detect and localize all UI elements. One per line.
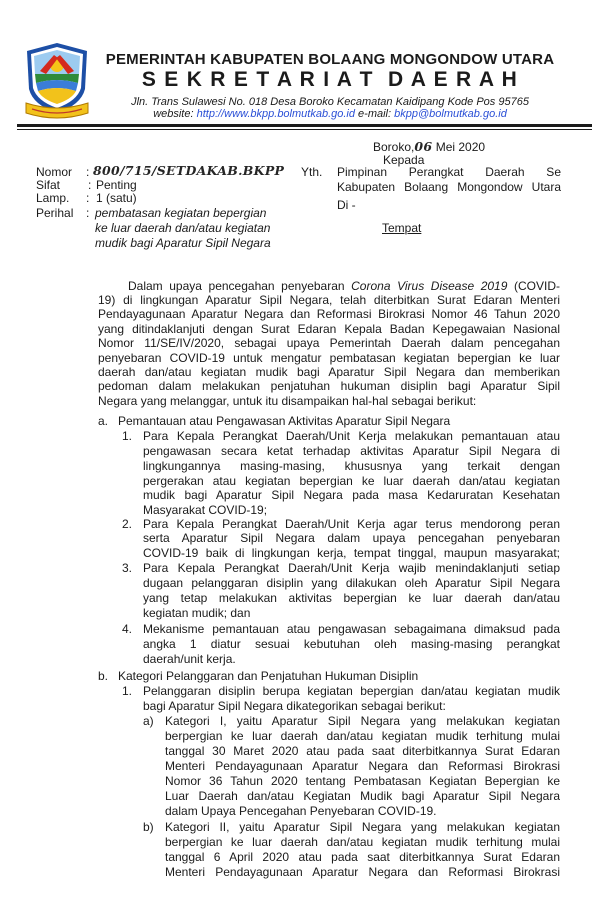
- item-line: angka 1 diatur sesuai kebutuhan oleh masing-masing perangkat: [143, 637, 560, 651]
- body-line: 19) di lingkungan Aparatur Sipil Negara, telah diterbitkan Surat Edaran Menteri: [98, 293, 560, 307]
- subitem-line: tanggal 6 April 2020 atau pada saat diterbitkannya Surat Edaran: [165, 850, 560, 864]
- di-label: Di -: [337, 198, 356, 212]
- recipient-line: Kabupaten Bolaang Mongondow Utara: [337, 180, 561, 194]
- nomor-sep: :: [86, 165, 90, 179]
- item-line: pergerakan atau kegiatan bepergian ke luar daerah dan/atau kegiatan: [143, 474, 560, 488]
- subitem-line: Luar Daerah dan/atau Kegiatan Mudik bagi Aparatur Sipil Negara: [165, 789, 560, 803]
- subitem-line: berpergian ke luar daerah dan/atau kegiatan mudik terhitung mulai: [165, 729, 560, 743]
- date-day-handwritten: 06: [414, 139, 433, 154]
- sifat-sep: :: [88, 178, 92, 192]
- subitem-line: berpergian ke luar daerah dan/atau kegiatan mudik terhitung mulai: [165, 835, 560, 849]
- intro-text: (COVID-: [507, 279, 560, 293]
- letterhead-rule-thick: [17, 124, 592, 127]
- kepada-label: Kepada: [383, 153, 425, 167]
- item-line: Pelanggaran disiplin berupa kegiatan bepergian dan/atau kegiatan mudik: [143, 684, 560, 698]
- sifat-label: Sifat: [36, 178, 61, 192]
- lampiran-label: Lamp.: [36, 191, 70, 205]
- perihal-line: ke luar daerah dan/atau kegiatan: [95, 221, 271, 235]
- body-line: Negara yang melanggar, untuk itu disampaikan hal-hal sebagai berikut:: [98, 394, 477, 408]
- email-label: e-mail:: [358, 108, 392, 120]
- subitem-marker: a): [143, 714, 154, 728]
- office-address: Jln. Trans Sulawesi No. 018 Desa Boroko Kecamatan Kaidipang Kode Pos 95765: [131, 96, 529, 108]
- perihal-sep: :: [86, 206, 90, 220]
- item-marker: 1.: [122, 429, 133, 443]
- item-line: dugaan pelanggaran disiplin yang dilakukan oleh Aparatur Sipil Negara: [143, 576, 560, 590]
- item-line: daerah/unit kerja.: [143, 652, 236, 666]
- item-line: Masyarakat COVID-19;: [143, 503, 268, 517]
- section-a-title: Pemantauan atau Pengawasan Aktivitas Aparatur Sipil Negara: [118, 414, 451, 428]
- subitem-line: Nomor 36 Tahun 2020 tentang Pembatasan Kegiatan Bepergian ke: [165, 774, 560, 788]
- nomor-value-handwritten: 800/715/SETDAKAB.BKPP: [93, 163, 285, 178]
- section-b-marker: b.: [98, 669, 109, 683]
- item-marker: 4.: [122, 622, 133, 636]
- letterhead-rule-thin: [17, 129, 592, 130]
- yth-label: Yth.: [301, 165, 323, 179]
- office-name: S E K R E T A R I A T D A E R A H: [141, 68, 519, 91]
- body-line: daerah dan/atau kegiatan mudik bagi Aparatur Sipil Negara dan memberikan: [98, 365, 560, 379]
- subitem-line: Kategori II, yaitu Aparatur Sipil Negara yang melakukan kegiatan: [165, 820, 560, 834]
- intro-text: Dalam upaya pencegahan penyebaran: [128, 279, 352, 293]
- item-line: pengawasan secara ketat terhadap aktivitas Aparatur Sipil Negara di: [143, 444, 560, 458]
- body-line: penyebaran COVID-19 untuk mengatur pembatasan kegiatan bepergian ke luar: [98, 351, 560, 365]
- item-marker: 2.: [122, 517, 133, 531]
- perihal-label: Perihal: [36, 206, 74, 220]
- lampiran-value: 1 (satu): [96, 191, 137, 205]
- item-line: Para Kepala Perangkat Daerah/Unit Kerja wajib menindaklanjuti setiap: [143, 561, 560, 575]
- item-line: bagi Aparatur Sipil Negara dikategorikan sebagai berikut:: [143, 699, 446, 713]
- item-line: mudik bagi Aparatur Sipil Negara pada masa Kedaruratan Kesehatan: [143, 488, 560, 502]
- item-line: Para Kepala Perangkat Daerah/Unit Kerja melakukan pemantauan atau: [143, 429, 560, 443]
- body-line: Pendayagunaan Aparatur Negara dan Reformasi Birokrasi Nomor 46 Tahun 2020: [98, 307, 560, 321]
- subitem-line: Kategori I, yaitu Aparatur Sipil Negara yang melakukan kegiatan: [165, 714, 560, 728]
- website-link[interactable]: http://www.bkpp.bolmutkab.go.id: [196, 108, 355, 120]
- item-marker: 1.: [122, 684, 133, 698]
- item-marker: 3.: [122, 561, 133, 575]
- item-line: lingkungannya masing-masing, khususnya yang terkait dengan: [143, 459, 560, 473]
- item-line: Para Kepala Perangkat Daerah/Unit Kerja agar terus mendorong peran: [143, 517, 560, 531]
- website-label: website:: [153, 108, 194, 120]
- subitem-marker: b): [143, 820, 154, 834]
- regency-emblem: [24, 41, 90, 121]
- letter-date: [373, 140, 485, 154]
- date-place: Boroko,: [373, 140, 415, 154]
- body-line: yang ditindaklanjuti dengan Surat Edaran Kepala Badan Kepegawaian Nasional: [98, 322, 560, 336]
- item-line: kegiatan mudik; dan: [143, 606, 251, 620]
- section-b-title: Kategori Pelanggaran dan Penjatuhan Hukuman Disiplin: [118, 669, 419, 683]
- contact-line: [100, 108, 560, 120]
- body-line: [128, 279, 560, 293]
- item-line: serta Aparatur Sipil Negara dalam upaya pencegahan penyebaran: [143, 531, 560, 545]
- sifat-value: Penting: [96, 178, 137, 192]
- body-line: pedoman dalam melakukan penjatuhan hukuman disiplin bagi Aparatur Sipil: [98, 379, 560, 393]
- section-a-marker: a.: [98, 414, 109, 428]
- intro-italic-term: Corona Virus Disease 2019: [351, 279, 508, 293]
- subitem-line: Menteri Pendayagunaan Aparatur Negara dan Reformasi Birokrasi: [165, 865, 560, 879]
- subitem-line: dalam Upaya Pencegahan Penyebaran COVID-19.: [165, 804, 437, 818]
- item-line: Mekanisme pemantauan atau pengawasan sebagaimana dimaksud pada: [143, 622, 560, 636]
- recipient-line: Pimpinan Perangkat Daerah Se: [337, 165, 561, 179]
- body-line: Nomor 11/SE/IV/2020, sebagai upaya Pemerintah Daerah dalam pencegahan: [98, 336, 560, 350]
- lampiran-sep: :: [86, 191, 90, 205]
- perihal-line: mudik bagi Aparatur Sipil Negara: [95, 236, 271, 250]
- government-name: PEMERINTAH KABUPATEN BOLAANG MONGONDOW UTARA: [105, 51, 555, 68]
- tempat-label: Tempat: [382, 221, 422, 235]
- subitem-line: tanggal 30 Maret 2020 atau pada saat diterbitkannya Surat Edaran: [165, 744, 560, 758]
- email-link[interactable]: bkpp@bolmutkab.go.id: [394, 108, 507, 120]
- nomor-label: Nomor: [36, 165, 73, 179]
- date-month-year: Mei 2020: [435, 140, 486, 154]
- item-line: yang tetap melakukan aktivitas bepergian ke luar daerah dan/atau: [143, 591, 560, 605]
- item-line: COVID-19 baik di lingkungan kerja, tempat tinggal, maupun masyarakat;: [143, 546, 560, 560]
- perihal-line: pembatasan kegiatan bepergian: [95, 206, 267, 220]
- subitem-line: Menteri Pendayagunaan Aparatur Negara dan Reformasi Birokrasi: [165, 759, 560, 773]
